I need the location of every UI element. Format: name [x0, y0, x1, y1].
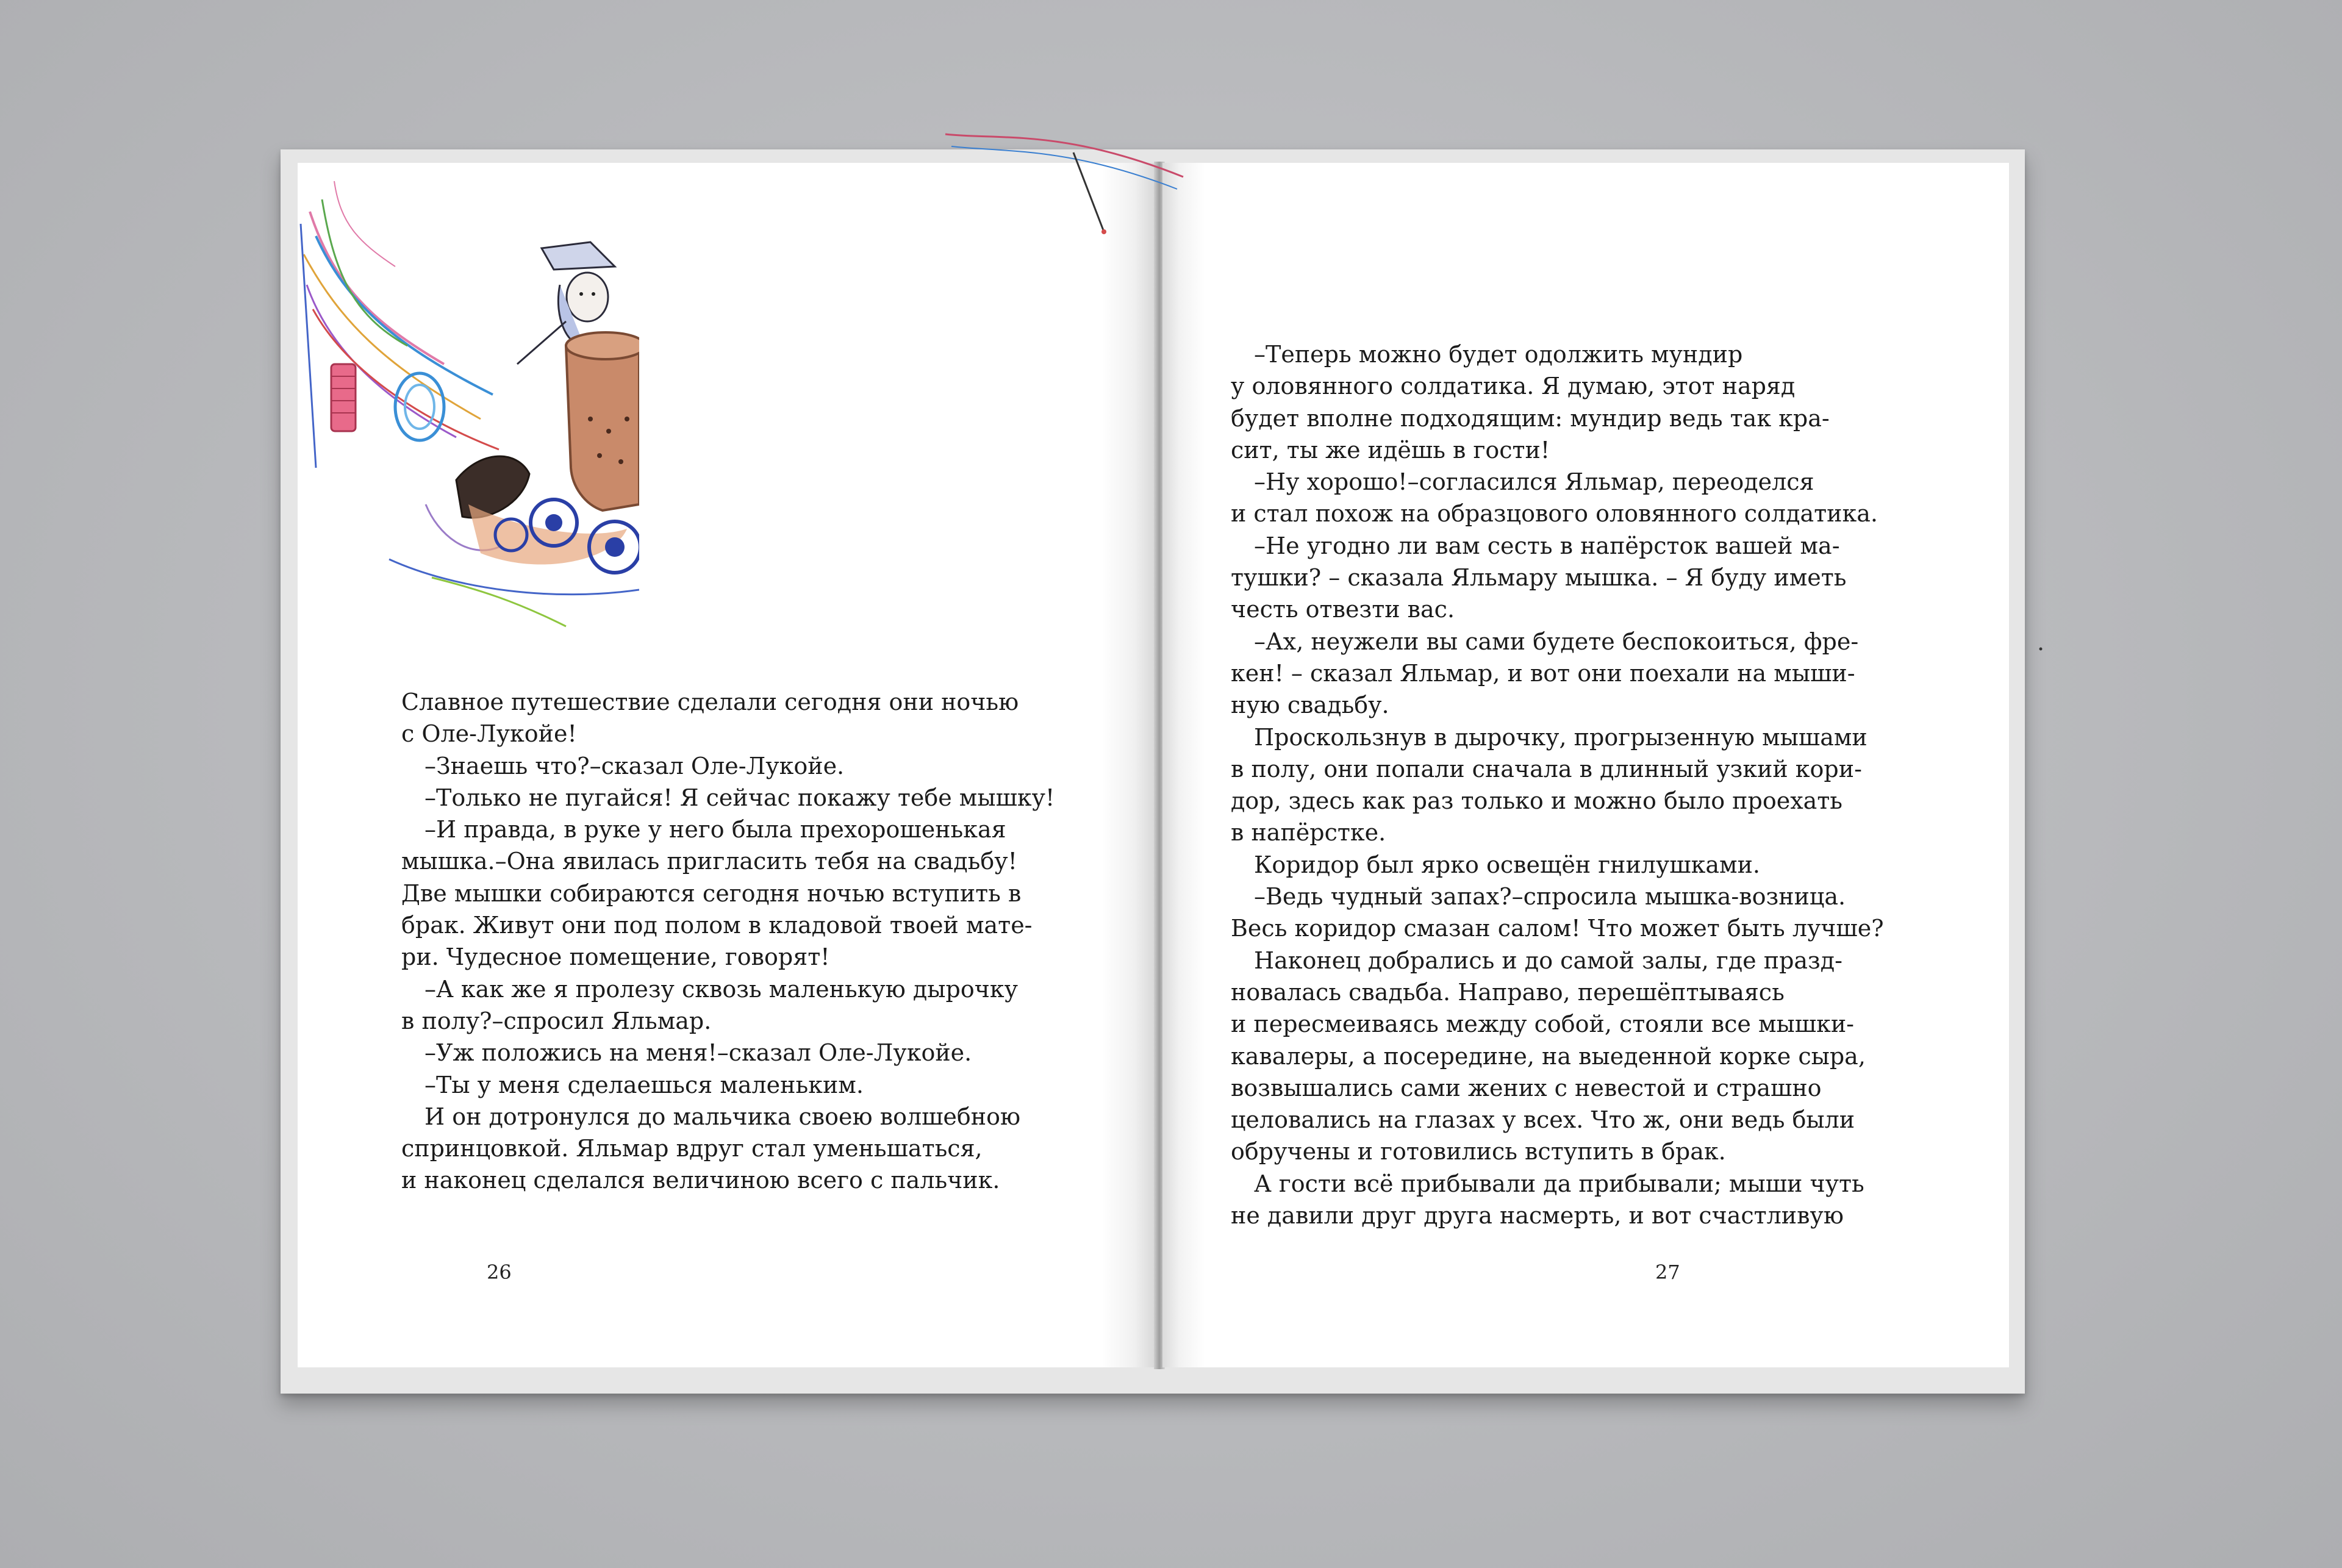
- text-line: –Ах, неужели вы сами будете беспокоиться, фре-: [1254, 628, 1859, 655]
- text-line: ную свадьбу.: [1231, 692, 1389, 719]
- text-line: Славное путешествие сделали сегодня они ночью: [401, 689, 1019, 715]
- left-page-text: [401, 686, 1055, 1197]
- text-line: обручены и готовились вступить в брак.: [1231, 1138, 1726, 1165]
- text-line: и наконец сделался величиною всего с пальчик.: [401, 1167, 1000, 1194]
- text-line: и пересмеиваясь между собой, стояли все мышки-: [1231, 1011, 1854, 1038]
- text-line: –Уж положись на меня!–сказал Оле-Лукойе.: [424, 1039, 972, 1067]
- text-line: кавалеры, а посередине, на выеденной корке сыра,: [1231, 1042, 1866, 1070]
- text-line: Наконец добрались и до самой залы, где празд-: [1254, 947, 1843, 974]
- text-line: мышка.–Она явилась пригласить тебя на свадьбу!: [401, 848, 1017, 875]
- text-line: целовались на глазах у всех. Что ж, они ведь были: [1231, 1106, 1855, 1134]
- left-page: [298, 163, 1156, 1367]
- text-line: Две мышки собираются сегодня ночью вступить в: [401, 879, 1022, 907]
- text-line: –Только не пугайся! Я сейчас покажу тебе мышку!: [424, 784, 1055, 811]
- text-line: в полу?–спросил Яльмар.: [401, 1007, 712, 1034]
- text-line: в полу, они попали сначала в длинный узкий кори-: [1231, 755, 1862, 782]
- text-line: возвышались сами жених с невестой и страшно: [1231, 1074, 1822, 1101]
- text-line: –А как же я пролезу сквозь маленькую дырочку: [424, 975, 1018, 1003]
- text-line: И он дотронулся до мальчика своею волшебною: [424, 1103, 1021, 1130]
- text-line: –Теперь можно будет одолжить мундир: [1254, 341, 1743, 368]
- text-line: Коридор был ярко освещён гнилушками.: [1254, 851, 1760, 878]
- text-line: –И правда, в руке у него была прехорошенькая: [424, 816, 1006, 843]
- text-line: –Ну хорошо!–согласился Яльмар, переоделся: [1254, 468, 1814, 496]
- page-number-left: 26: [487, 1261, 512, 1284]
- crayon-illustration: [298, 163, 639, 651]
- text-line: –Не угодно ли вам сесть в напёрсток вашей ма-: [1254, 532, 1840, 559]
- text-line: с Оле-Лукойе!: [401, 720, 577, 748]
- text-line: дор, здесь как раз только и можно было проехать: [1231, 787, 1842, 815]
- right-page: [1162, 163, 2009, 1367]
- text-line: тушки? – сказала Яльмару мышка. – Я буду иметь: [1231, 564, 1847, 592]
- text-line: ри. Чудесное помещение, говорят!: [401, 943, 830, 971]
- text-line: спринцовкой. Яльмар вдруг стал уменьшаться,: [401, 1135, 983, 1162]
- text-line: сит, ты же идёшь в гости!: [1231, 436, 1550, 464]
- text-line: честь отвезти вас.: [1231, 596, 1455, 623]
- open-book: [281, 149, 2025, 1394]
- text-line: кен! – сказал Яльмар, и вот они поехали на мыши-: [1231, 659, 1855, 687]
- text-line: –Знаешь что?–сказал Оле-Лукойе.: [424, 752, 845, 779]
- crayon-thread-illustration: [927, 61, 1201, 256]
- page-number-right: 27: [1655, 1261, 1680, 1284]
- text-line: будет вполне подходящим: мундир ведь так кра-: [1231, 404, 1830, 432]
- gutter-shadow-right: [1162, 163, 1205, 1367]
- text-line: у оловянного солдатика. Я думаю, этот наряд: [1231, 373, 1796, 400]
- text-line: и стал похож на образцового оловянного солдатика.: [1231, 500, 1878, 528]
- right-page-text: [1231, 338, 1884, 1231]
- dust-speck: [2038, 646, 2043, 651]
- text-line: –Ты у меня сделаешься маленьким.: [424, 1071, 864, 1098]
- text-line: не давили друг друга насмерть, и вот счастливую: [1231, 1202, 1844, 1230]
- text-line: А гости всё прибывали да прибывали; мыши чуть: [1254, 1170, 1864, 1197]
- gutter-shadow-left: [1101, 163, 1156, 1367]
- text-line: в напёрстке.: [1231, 819, 1386, 847]
- text-line: –Ведь чудный запах?–спросила мышка-возница.: [1254, 883, 1846, 911]
- text-line: брак. Живут они под полом в кладовой твоей мате-: [401, 912, 1033, 939]
- text-line: Проскользнув в дырочку, прогрызенную мышами: [1254, 723, 1868, 751]
- text-line: новалась свадьба. Направо, перешёптываясь: [1231, 978, 1785, 1006]
- text-line: Весь коридор смазан салом! Что может быть лучше?: [1231, 915, 1884, 942]
